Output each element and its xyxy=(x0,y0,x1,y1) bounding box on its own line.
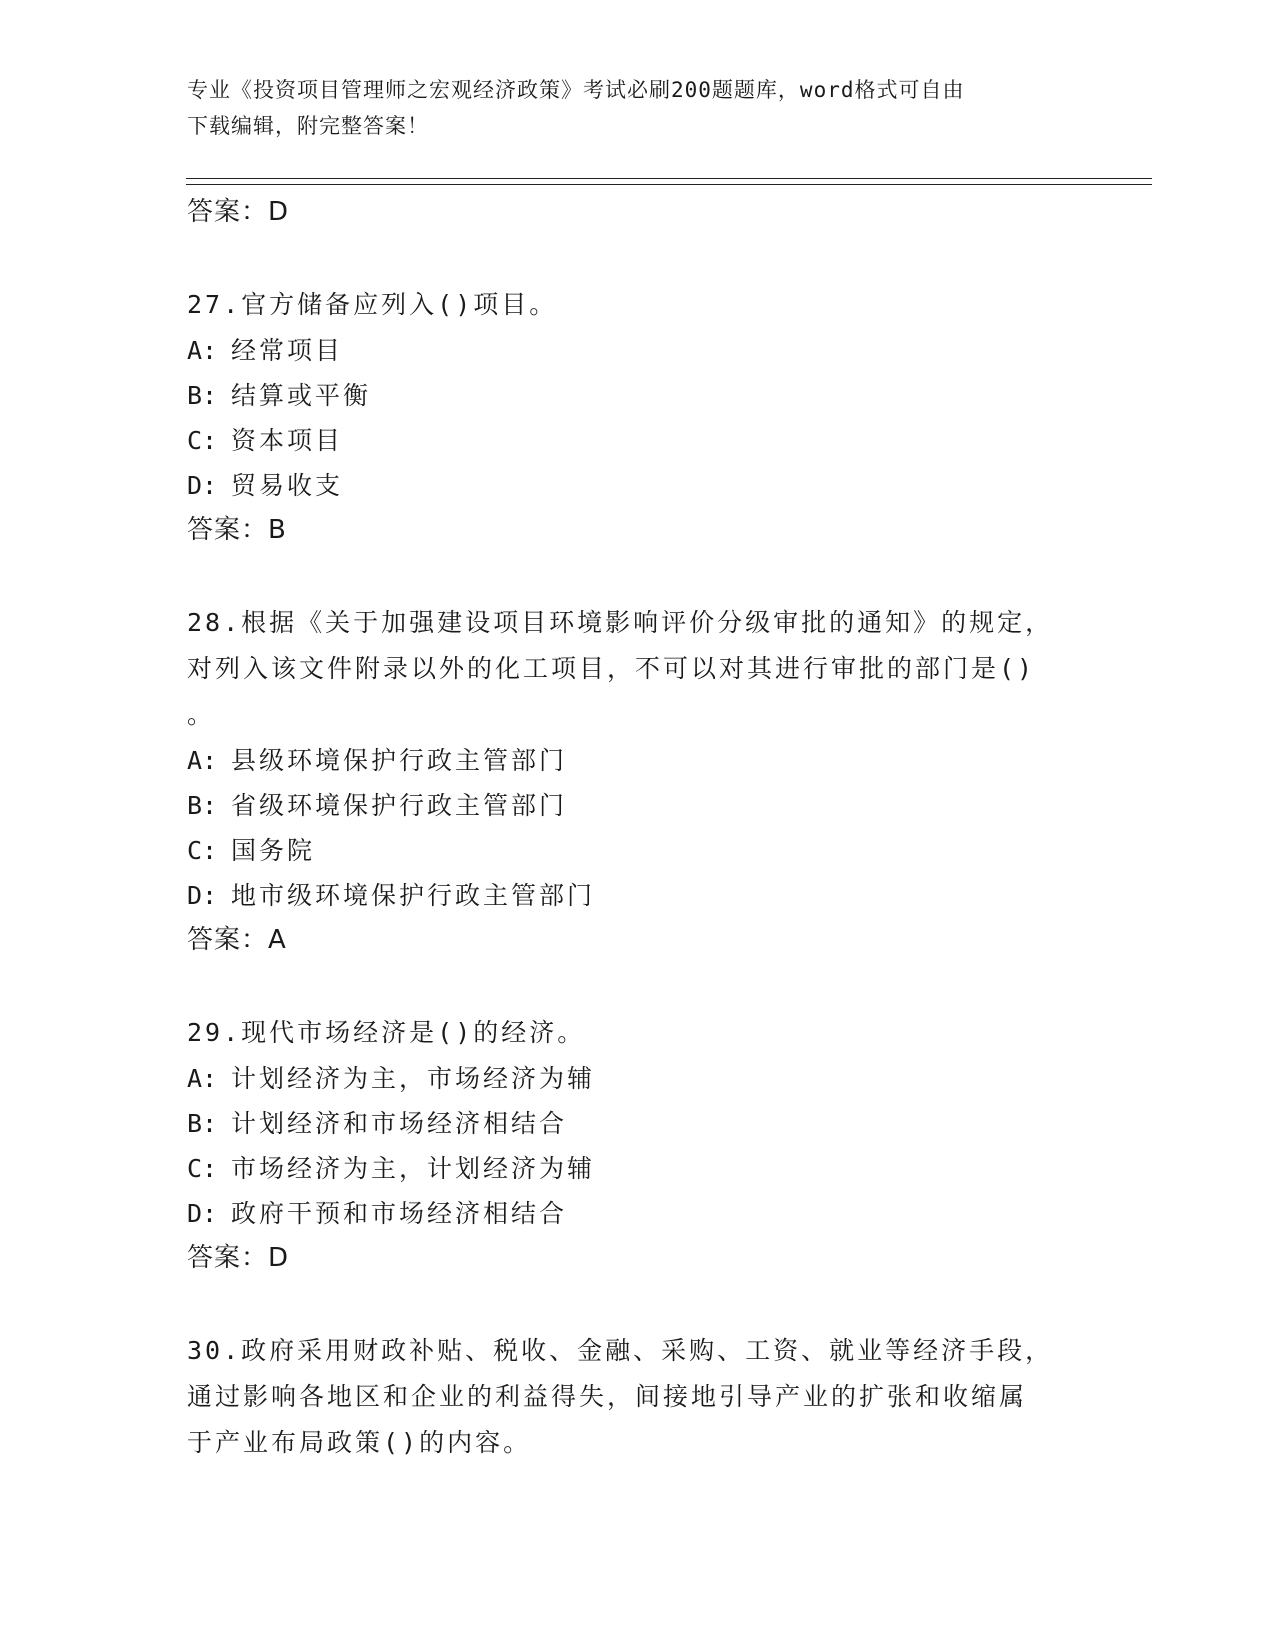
option-text: 政府干预和市场经济相结合 xyxy=(231,1199,568,1228)
option-a xyxy=(187,1056,1067,1101)
document-header xyxy=(187,72,1087,144)
answer-line: 答案：A xyxy=(187,925,287,955)
option-letter: B: xyxy=(187,791,218,820)
option-text: 计划经济为主，市场经济为辅 xyxy=(231,1064,596,1093)
option-text: 国务院 xyxy=(231,836,316,865)
option-text: 结算或平衡 xyxy=(231,381,372,410)
option-d xyxy=(187,873,1067,918)
question-text-line: 于产业布局政策()的内容。 xyxy=(187,1428,532,1457)
option-letter: A: xyxy=(187,1064,218,1093)
question-text: 27.官方储备应列入()项目。 xyxy=(187,290,558,319)
option-letter: B: xyxy=(187,381,218,410)
option-letter: D: xyxy=(187,881,218,910)
option-b xyxy=(187,783,1067,828)
option-d xyxy=(187,463,1067,508)
question-text-line: 30.政府采用财政补贴、税收、金融、采购、工资、就业等经济手段， xyxy=(187,1336,1054,1365)
option-text: 县级环境保护行政主管部门 xyxy=(231,746,568,775)
option-letter: A: xyxy=(187,336,218,365)
option-text: 资本项目 xyxy=(231,426,344,455)
question-list xyxy=(187,190,1067,1466)
option-letter: D: xyxy=(187,471,218,500)
question-text: 29.现代市场经济是()的经济。 xyxy=(187,1018,586,1047)
option-a xyxy=(187,738,1067,783)
option-letter: B: xyxy=(187,1109,218,1138)
question-28 xyxy=(187,600,1067,962)
question-text-line: 。 xyxy=(187,700,216,729)
question-text-line: 对列入该文件附录以外的化工项目，不可以对其进行审批的部门是() xyxy=(187,654,1036,683)
answer-line: 答案：B xyxy=(187,515,287,545)
question-text-line: 通过影响各地区和企业的利益得失，间接地引导产业的扩张和收缩属 xyxy=(187,1382,1028,1411)
option-letter: D: xyxy=(187,1199,218,1228)
option-b xyxy=(187,1101,1067,1146)
option-text: 贸易收支 xyxy=(231,471,344,500)
answer-line: 答案：D xyxy=(187,1243,290,1273)
option-c xyxy=(187,418,1067,463)
option-text: 经常项目 xyxy=(231,336,344,365)
header-line-2: 下载编辑，附完整答案！ xyxy=(187,114,429,138)
option-c xyxy=(187,1146,1067,1191)
option-d xyxy=(187,1191,1067,1236)
question-29 xyxy=(187,1010,1067,1280)
option-a xyxy=(187,328,1067,373)
option-c xyxy=(187,828,1067,873)
header-line-1: 专业《投资项目管理师之宏观经济政策》考试必刷200题题库，word格式可自由 xyxy=(187,78,965,102)
header-divider-bottom xyxy=(186,184,1152,185)
option-text: 地市级环境保护行政主管部门 xyxy=(231,881,596,910)
option-text: 计划经济和市场经济相结合 xyxy=(231,1109,568,1138)
option-b xyxy=(187,373,1067,418)
header-divider-top xyxy=(186,178,1152,179)
question-30 xyxy=(187,1328,1067,1466)
option-letter: A: xyxy=(187,746,218,775)
option-letter: C: xyxy=(187,426,218,455)
answer-line: 答案：D xyxy=(187,197,290,227)
option-letter: C: xyxy=(187,1154,218,1183)
question-27 xyxy=(187,282,1067,552)
option-text: 市场经济为主，计划经济为辅 xyxy=(231,1154,596,1183)
option-text: 省级环境保护行政主管部门 xyxy=(231,791,568,820)
option-letter: C: xyxy=(187,836,218,865)
question-text-line: 28.根据《关于加强建设项目环境影响评价分级审批的通知》的规定， xyxy=(187,608,1054,637)
